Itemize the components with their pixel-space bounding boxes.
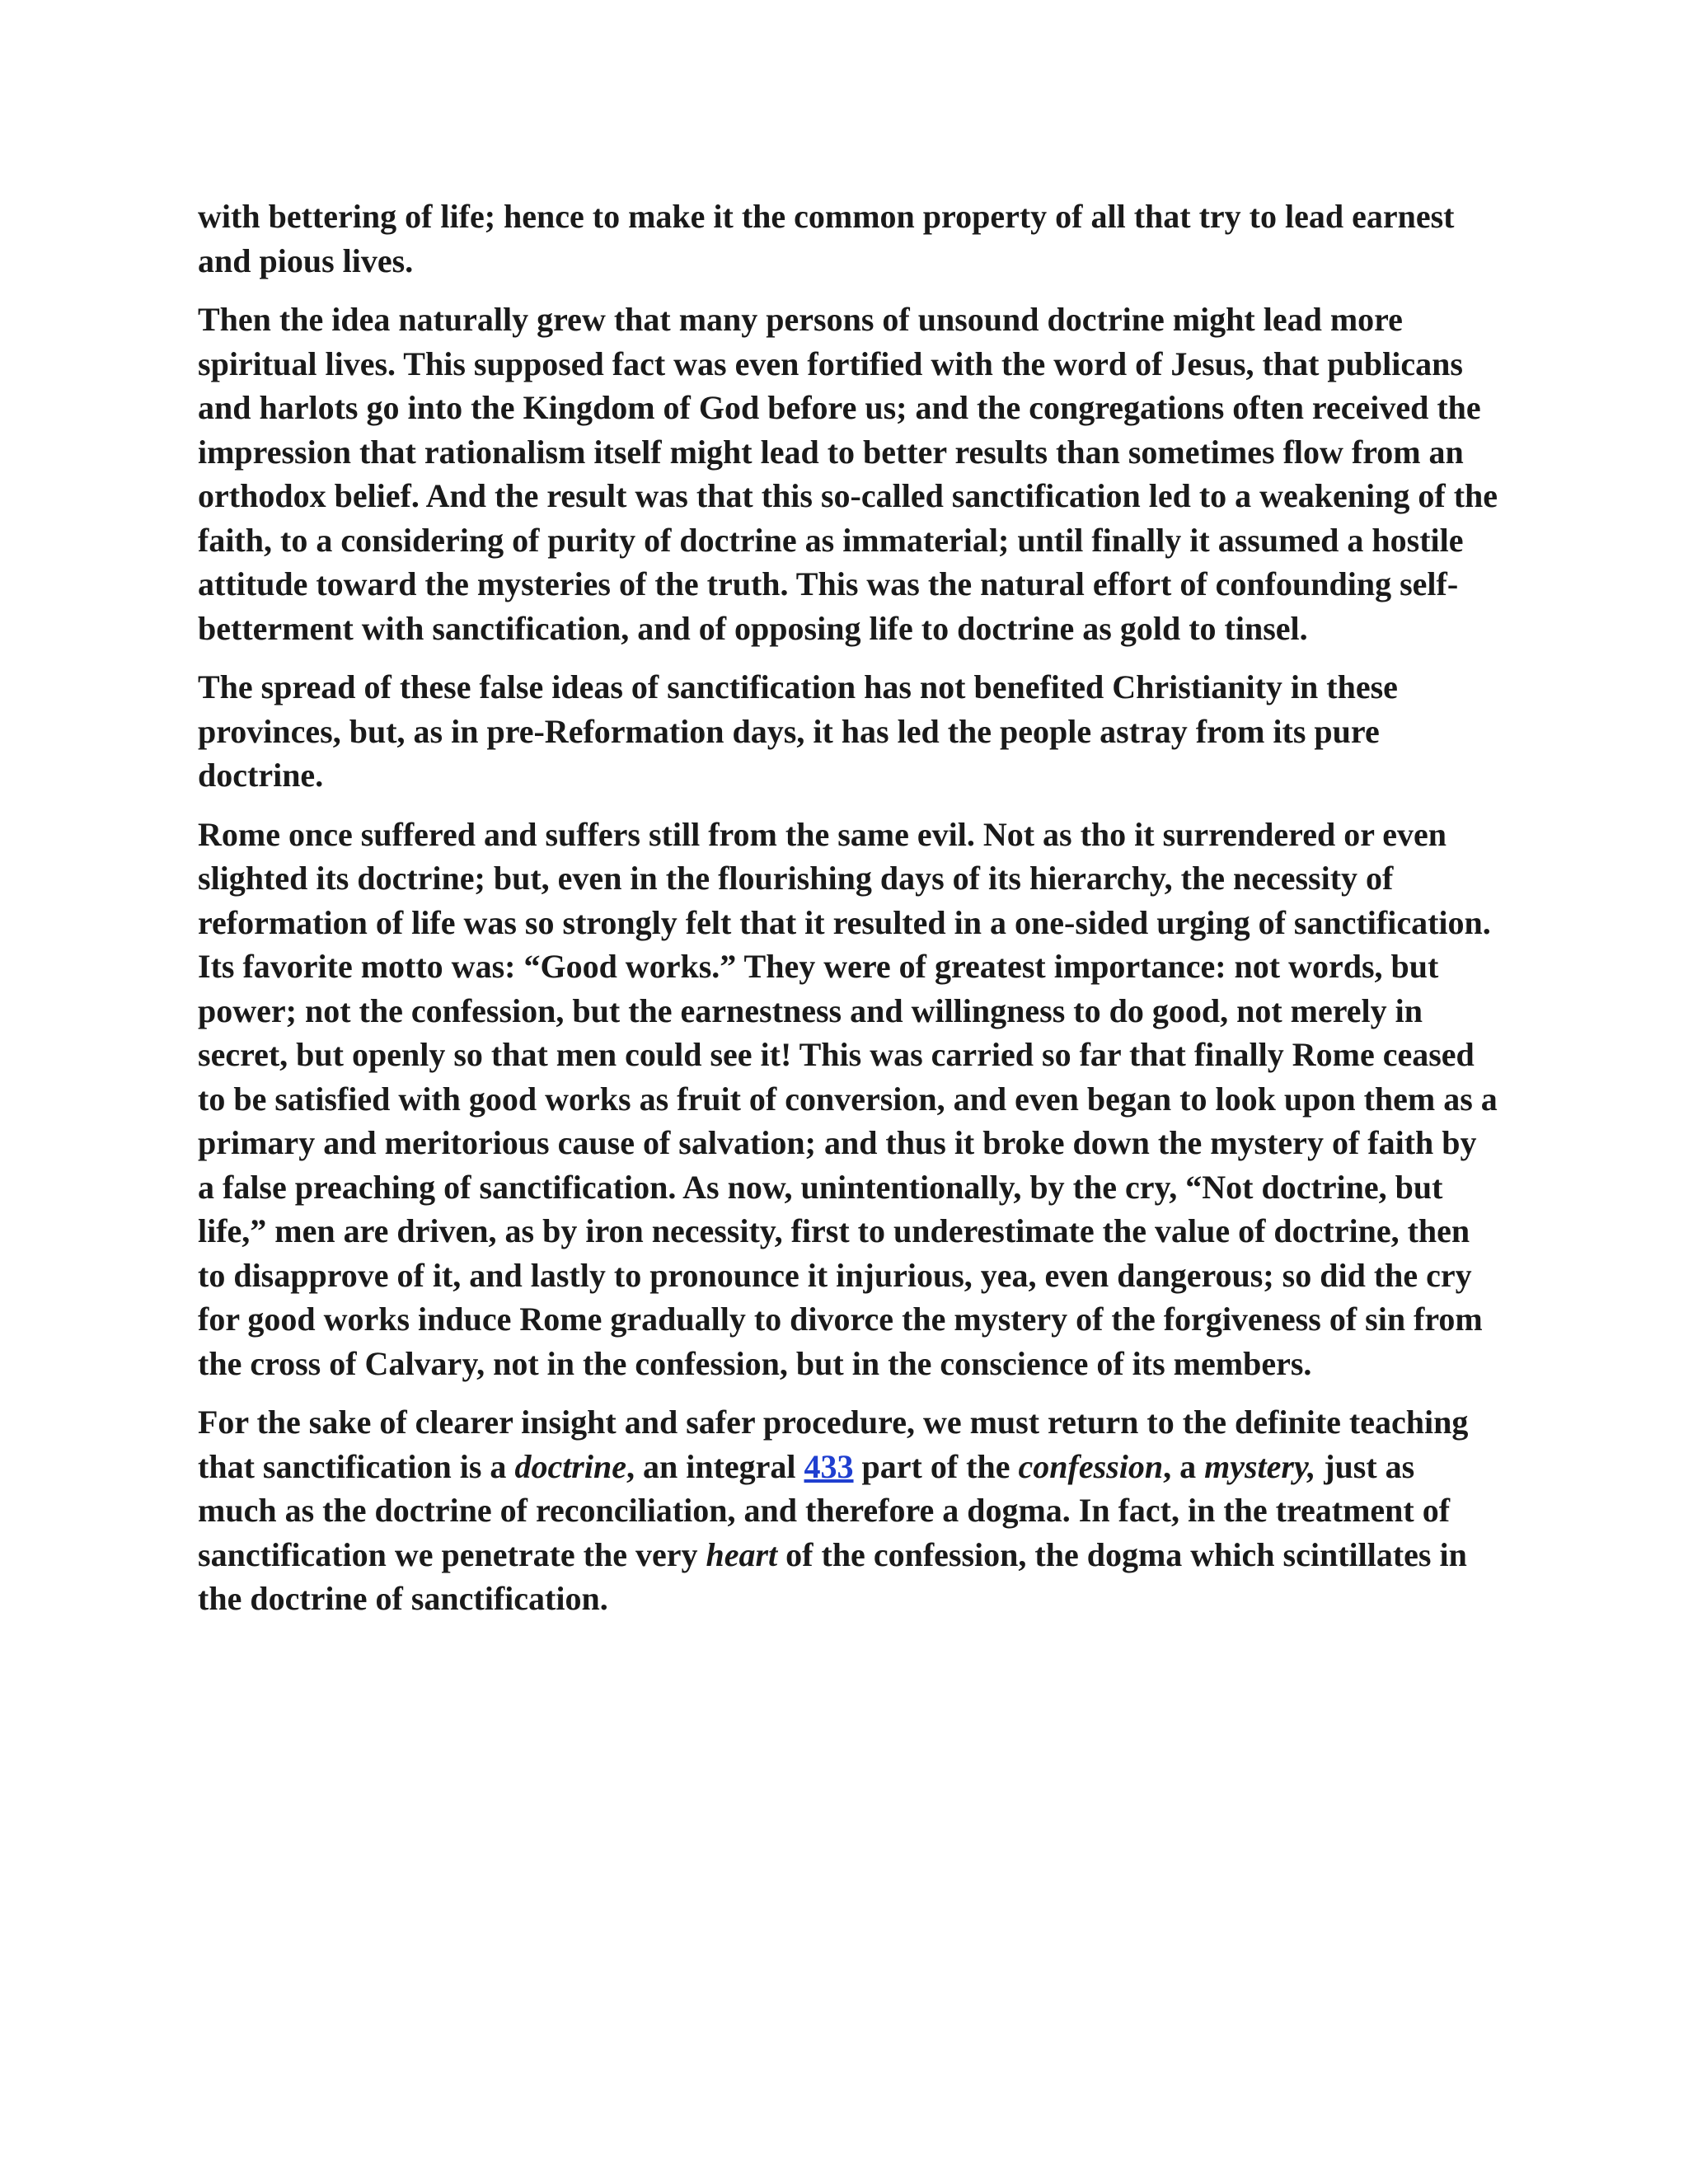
paragraph-2: Then the idea naturally grew that many persons of unsound doctrine might lead more spiritual lives. This supposed fact was even fortified with the word of Jesus, that publicans and harlots go into the Kingdom of God before us; and the congregations often received the impression that rationalism itself might lead to better results than sometimes flow from an orthodox belief. And the result was that this so-called sanctification led to a weakening of the faith, to a considering of purity of doctrine as immaterial; until finally it assumed a hostile attitude toward the mysteries of the truth. This was the natural effort of confounding self-betterment with sanctification, and of opposing life to doctrine as gold to tinsel. <box>198 301 1498 647</box>
paragraph-5-text-e: just as much as the doctrine of reconciliation, and therefore a dogma. In fact, in the treatment of sanctification we penetrate the very <box>198 1447 1451 1573</box>
paragraph-5-text-d: , a <box>1163 1447 1205 1485</box>
paragraph-5-text-c: part of the <box>853 1447 1019 1485</box>
paragraph-4: Rome once suffered and suffers still from the same evil. Not as tho it surrendered or even slighted its doctrine; but, even in the flourishing days of its hierarchy, the necessity of reformation of life was so strongly felt that it resulted in a one-sided urging of sanctification. Its favorite motto was: “Good works.” They were of greatest importance: not words, but power; not the confession, but the earnestness and willingness to do good, not merely in secret, but openly so that men could see it! This was carried so far that finally Rome ceased to be satisfied with good works as fruit of conversion, and even began to look upon them as a primary and meritorious cause of salvation; and thus it broke down the mystery of faith by a false preaching of sanctification. As now, unintentionally, by the cry, “Not doctrine, but life,” men are driven, as by iron necessity, first to underestimate the value of doctrine, then to disapprove of it, and lastly to pronounce it injurious, yea, even dangerous; so did the cry for good works induce Rome gradually to divorce the mystery of the forgiveness of sin from the cross of Calvary, not in the confession, but in the conscience of its members. <box>198 815 1498 1382</box>
paragraph-5-text-b: , an integral <box>626 1447 804 1485</box>
paragraph-5-text-a: For the sake of clearer insight and safer procedure, we must return to the definite teaching that sanctification is a <box>198 1404 1469 1485</box>
emphasis-mystery: mystery, <box>1204 1447 1316 1485</box>
emphasis-confession: confession <box>1018 1447 1164 1485</box>
paragraph-5-text-f: of the confession, the dogma which scintillates in the doctrine of sanctification. <box>198 1535 1467 1617</box>
paragraph-1: with bettering of life; hence to make it the common property of all that try to lead earnest and pious lives. <box>198 198 1455 279</box>
emphasis-doctrine: doctrine <box>514 1447 626 1485</box>
document-page <box>198 194 1500 1636</box>
page-number-link[interactable]: 433 <box>804 1447 854 1485</box>
paragraph-5 <box>198 1400 1500 1621</box>
paragraph-3: The spread of these false ideas of sanctification has not benefited Christianity in these provinces, but, as in pre-Reformation days, it has led the people astray from its pure doctrine. <box>198 668 1398 794</box>
emphasis-heart: heart <box>706 1535 778 1573</box>
